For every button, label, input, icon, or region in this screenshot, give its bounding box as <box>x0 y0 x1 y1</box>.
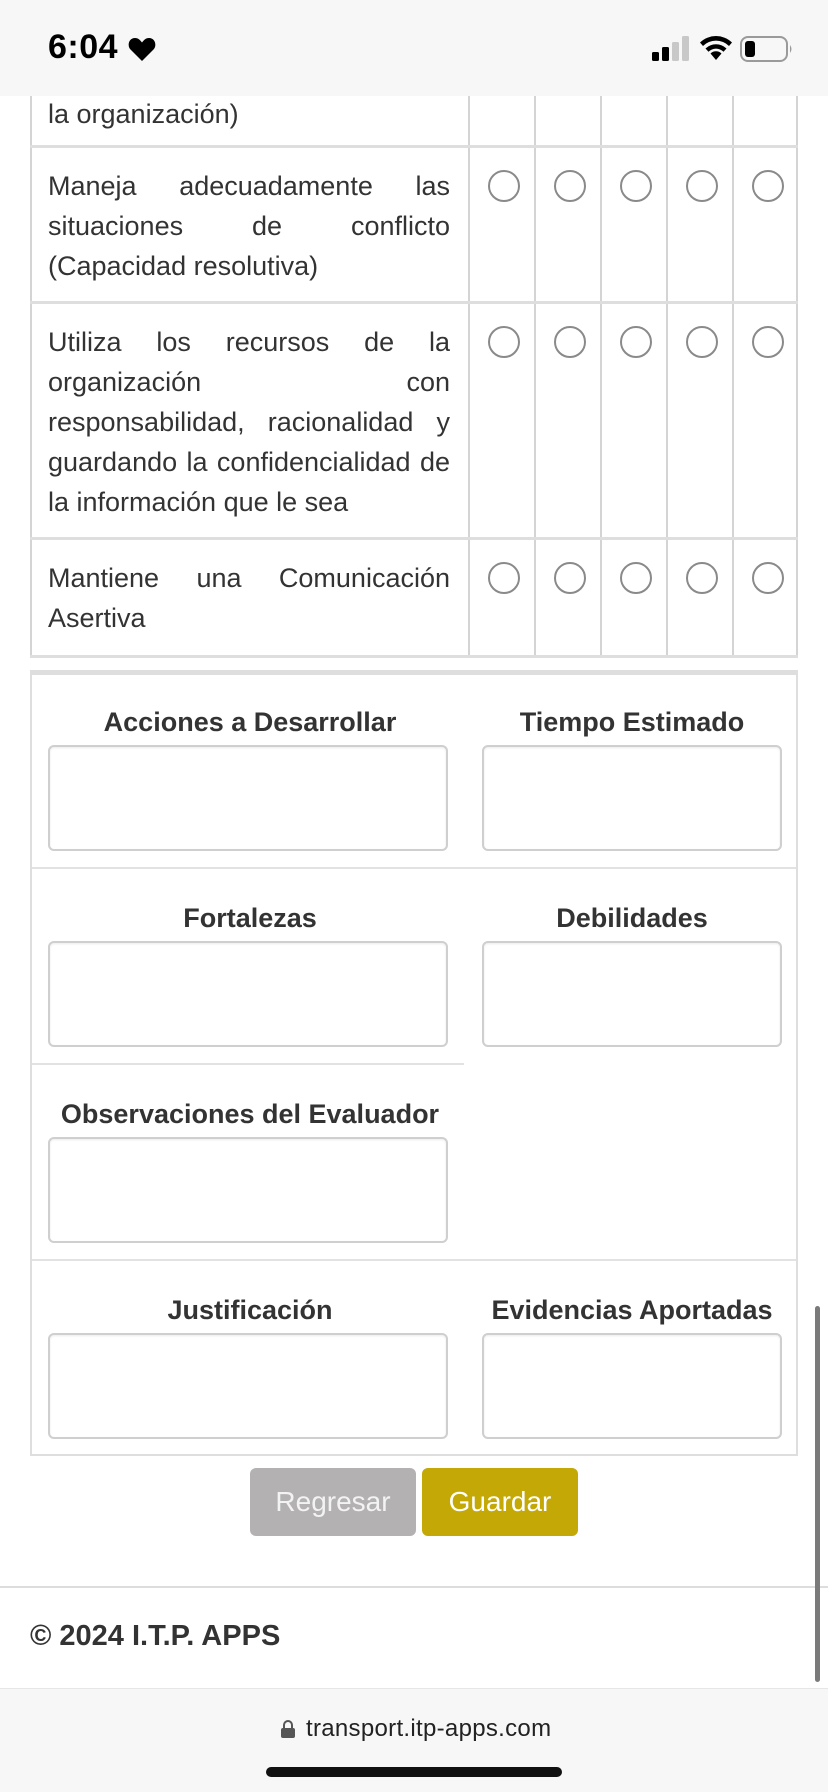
rating-radio-3[interactable] <box>620 326 652 358</box>
criterion-text: Maneja adecuadamente las situaciones de conflicto (Capacidad resolutiva) <box>48 171 450 281</box>
footer-copyright: © 2024 I.T.P. APPS <box>30 1620 281 1652</box>
save-button[interactable]: Guardar <box>422 1468 578 1536</box>
tiempo-label: Tiempo Estimado <box>519 707 745 737</box>
signal-icon <box>652 36 690 62</box>
criterion-text: la organización) <box>48 99 239 129</box>
page-scrollbar[interactable] <box>815 1306 820 1682</box>
debilidades-label: Debilidades <box>556 903 708 933</box>
rating-radio-1[interactable] <box>488 326 520 358</box>
rating-radio-5[interactable] <box>752 562 784 594</box>
justificacion-textarea[interactable] <box>48 1333 448 1439</box>
footer-divider <box>0 1586 828 1588</box>
rating-radio-4[interactable] <box>686 562 718 594</box>
home-indicator[interactable] <box>266 1767 562 1777</box>
status-time: 6:04 <box>48 28 119 66</box>
lock-icon <box>280 1719 296 1739</box>
acciones-label: Acciones a Desarrollar <box>103 707 397 737</box>
rating-radio-2[interactable] <box>554 326 586 358</box>
rating-radio-3[interactable] <box>620 170 652 202</box>
rating-radio-5[interactable] <box>752 170 784 202</box>
criterion-text: Mantiene una Comunicación Asertiva <box>48 563 450 633</box>
section-divider <box>32 1259 796 1261</box>
section-divider <box>32 1063 464 1065</box>
evaluation-row <box>30 96 798 148</box>
fortalezas-label: Fortalezas <box>183 903 317 933</box>
section-divider <box>32 867 796 869</box>
rating-radio-1[interactable] <box>488 562 520 594</box>
rating-radio-2[interactable] <box>554 562 586 594</box>
heart-icon <box>128 36 156 62</box>
back-button[interactable]: Regresar <box>250 1468 416 1536</box>
justificacion-label: Justificación <box>167 1295 333 1325</box>
comments-form <box>30 670 798 1456</box>
status-bar <box>0 0 828 96</box>
evaluation-row <box>30 540 798 658</box>
fortalezas-textarea[interactable] <box>48 941 448 1047</box>
rating-radio-2[interactable] <box>554 170 586 202</box>
browser-url-bar[interactable] <box>0 1688 828 1792</box>
evidencias-label: Evidencias Aportadas <box>491 1295 773 1325</box>
evaluation-row <box>30 148 798 304</box>
rating-radio-4[interactable] <box>686 170 718 202</box>
rating-radio-4[interactable] <box>686 326 718 358</box>
rating-radio-3[interactable] <box>620 562 652 594</box>
acciones-textarea[interactable] <box>48 745 448 851</box>
rating-radio-5[interactable] <box>752 326 784 358</box>
tiempo-textarea[interactable] <box>482 745 782 851</box>
rating-radio-1[interactable] <box>488 170 520 202</box>
evaluation-row <box>30 304 798 540</box>
debilidades-textarea[interactable] <box>482 941 782 1047</box>
criterion-text: Utiliza los recursos de la organización con responsabilidad, racionalidad y guardando la confidencialidad de la información que le sea <box>48 327 450 517</box>
browser-url[interactable]: transport.itp-apps.com <box>306 1715 552 1742</box>
page-content <box>0 96 828 1688</box>
evidencias-textarea[interactable] <box>482 1333 782 1439</box>
observaciones-textarea[interactable] <box>48 1137 448 1243</box>
observaciones-label: Observaciones del Evaluador <box>60 1099 440 1129</box>
wifi-icon <box>698 34 734 62</box>
battery-icon <box>740 36 794 62</box>
